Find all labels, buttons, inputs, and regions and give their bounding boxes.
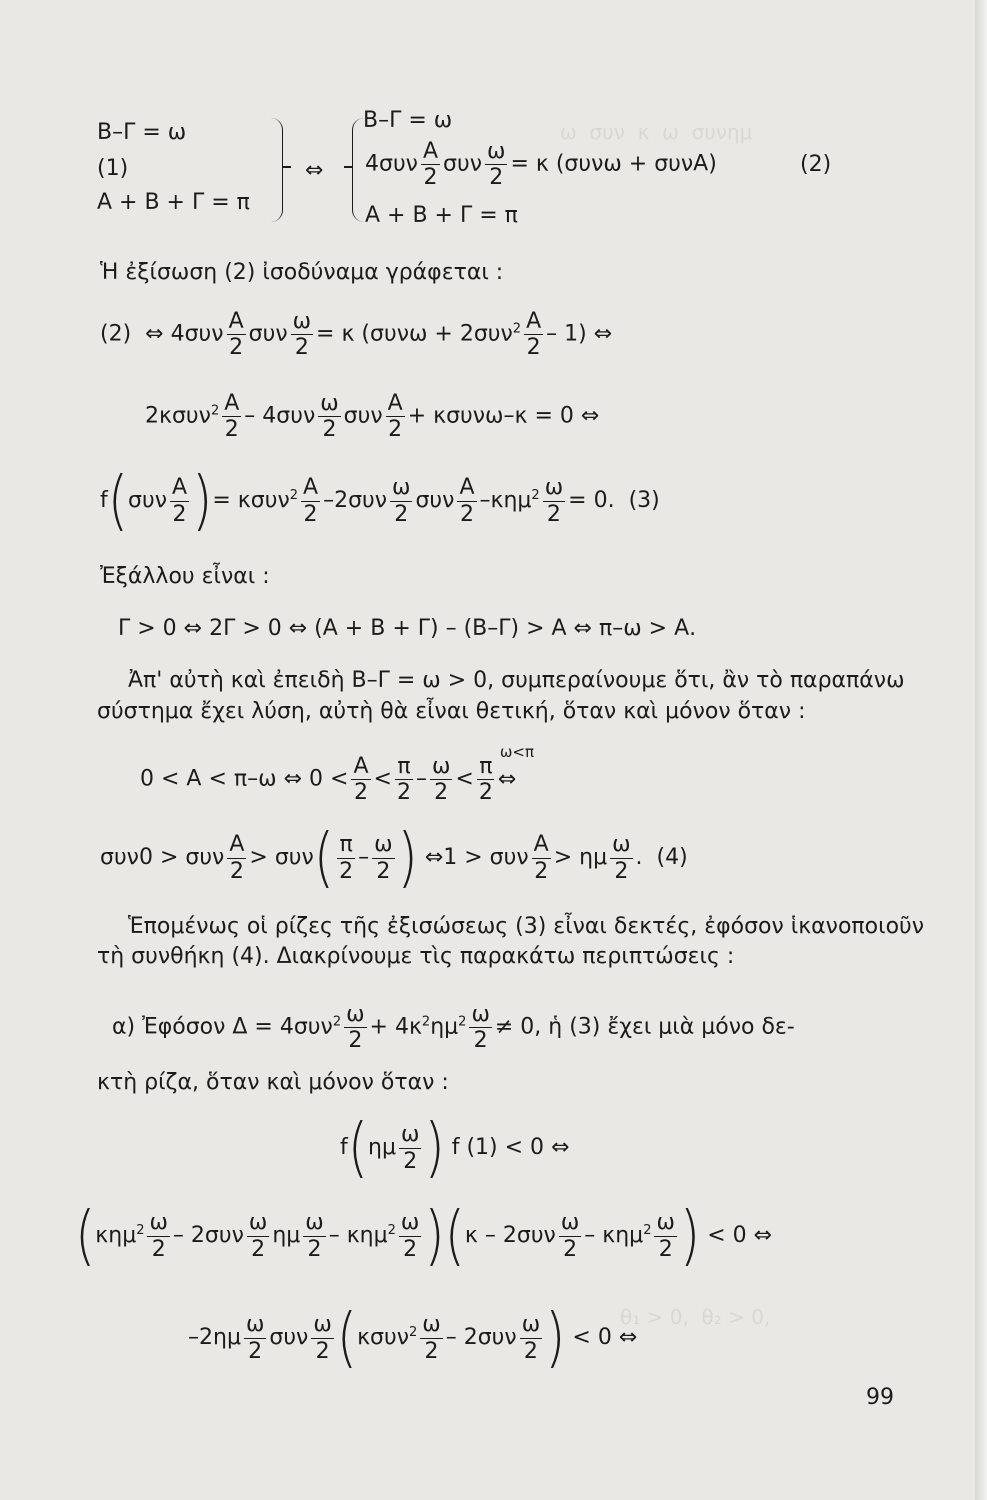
system-left-tag: (1)	[97, 156, 129, 181]
case-a-line-2: κτὴ ρίζα, ὅταν καὶ μόνον ὅταν :	[97, 1070, 449, 1095]
bleed-through: θ₁ > 0, θ₂ > 0,	[620, 1305, 771, 1329]
bleed-through: ω συν κ ω συνημ	[560, 120, 753, 144]
paragraph-apo-1: Ἀπ' αὐτὴ καὶ ἐπειδὴ Β–Γ = ω > 0, συμπεραίνουμε ὅτι, ἂν τὸ παραπάνω	[128, 668, 905, 693]
equation-2-expanded: (2) ⇔ 4συν $\frac{A}{2}$ συν $\frac{\omega}{2}$ = κ (συνω + 2συν$^2$ $\frac{A}{2}$ – 1) ⇔	[100, 309, 613, 361]
paragraph-apo-2: σύστημα ἔχει λύση, αὐτὴ θὰ εἶναι θετική, ὅταν καὶ μόνον ὅταν :	[97, 699, 806, 724]
sign-condition: f(ημ $\frac{\omega}{2}$ ) f (1) < 0 ⇔	[340, 1110, 570, 1186]
system-right-1: Β–Γ = ω	[363, 108, 453, 133]
system-left-1: Β–Γ = ω	[97, 120, 187, 145]
page-edge	[975, 0, 987, 1500]
final-inequality: –2ημ $\frac{\omega}{2}$ συν $\frac{\omega}{2}$ (κσυν$^2$ $\frac{\omega}{2}$ – 2συν $\frac{\omega}{2}$ ) < 0 ⇔	[188, 1300, 638, 1376]
paragraph-roots-2: τὴ συνθήκη (4). Διακρίνουμε τὶς παρακάτω περιπτώσεις :	[97, 944, 735, 969]
system-arrow: ⇔	[305, 158, 324, 183]
also-sentence: Ἐξάλλου εἶναι :	[100, 564, 270, 589]
paragraph-roots-1: Ἑπομένως οἱ ρίζες τῆς ἐξισώσεως (3) εἶναι δεκτές, ἐφόσον ἱκανοποιοῦν	[128, 914, 925, 939]
system-left-3: Α + Β + Γ = π	[97, 190, 250, 215]
case-a-line-1: α) Ἐφόσον Δ = 4συν$^2$ $\frac{\omega}{2}$ + $4\kappa^2\eta\mu^2$ $\frac{\omega}{2}$ ≠ 0, ἡ (3) ἔχει μιὰ μόνο δε-	[112, 1002, 795, 1054]
inequality-chain: 0 < Α < π–ω ⇔ 0 < $\frac{A}{2}$ < $\frac{\pi}{2}$ – $\frac{\omega}{2}$ < $\frac{\pi}{2}$ ω<π ⇔	[140, 742, 534, 806]
system-tag-2: (2)	[800, 152, 832, 177]
equation-quadratic: 2κσυν$^2$ $\frac{A}{2}$ – 4συν $\frac{\omega}{2}$ συν $\frac{A}{2}$ + κσυνω–κ = 0 ⇔	[145, 391, 600, 443]
system-right-3: Α + Β + Γ = π	[365, 203, 518, 228]
right-brace	[268, 118, 283, 222]
equation-3: f(συν $\frac{A}{2}$ )= κσυν$^2$ $\frac{A}{2}$ –2συν $\frac{\omega}{2}$ συν $\frac{A}{2}$ –κημ$^2$ $\frac{\omega}{2}$ = 0. (3)	[100, 463, 660, 539]
gamma-inequality: Γ > 0 ⇔ 2Γ > 0 ⇔ (Α + Β + Γ) – (Β–Γ) > Α ⇔ π–ω > Α.	[118, 616, 697, 641]
equiv-sentence: Ἡ ἐξίσωση (2) ἰσοδύναμα γράφεται :	[100, 260, 504, 285]
page-number: 99	[866, 1385, 894, 1410]
product-inequality: (κημ$^2$ $\frac{\omega}{2}$ – 2συν $\frac{\omega}{2}$ ημ $\frac{\omega}{2}$ – κημ$^2$ $\frac{\omega}{2}$ )(κ – 2συν $\frac{\omega}{2}$ – κημ$^2$ $\frac{\omega}{2}$ ) < 0 ⇔	[75, 1198, 773, 1274]
equation-4: συν0 > συν $\frac{A}{2}$ > συν( $\frac{\pi}{2}$ – $\frac{\omega}{2}$ ) ⇔1 > συν $\frac{A}{2}$ > ημ $\frac{\omega}{2}$ . (4)	[100, 820, 688, 896]
system-right-2: 4συν $\frac{A}{2}$ συν $\frac{\omega}{2}$ = κ (συνω + συνΑ)	[365, 139, 717, 191]
